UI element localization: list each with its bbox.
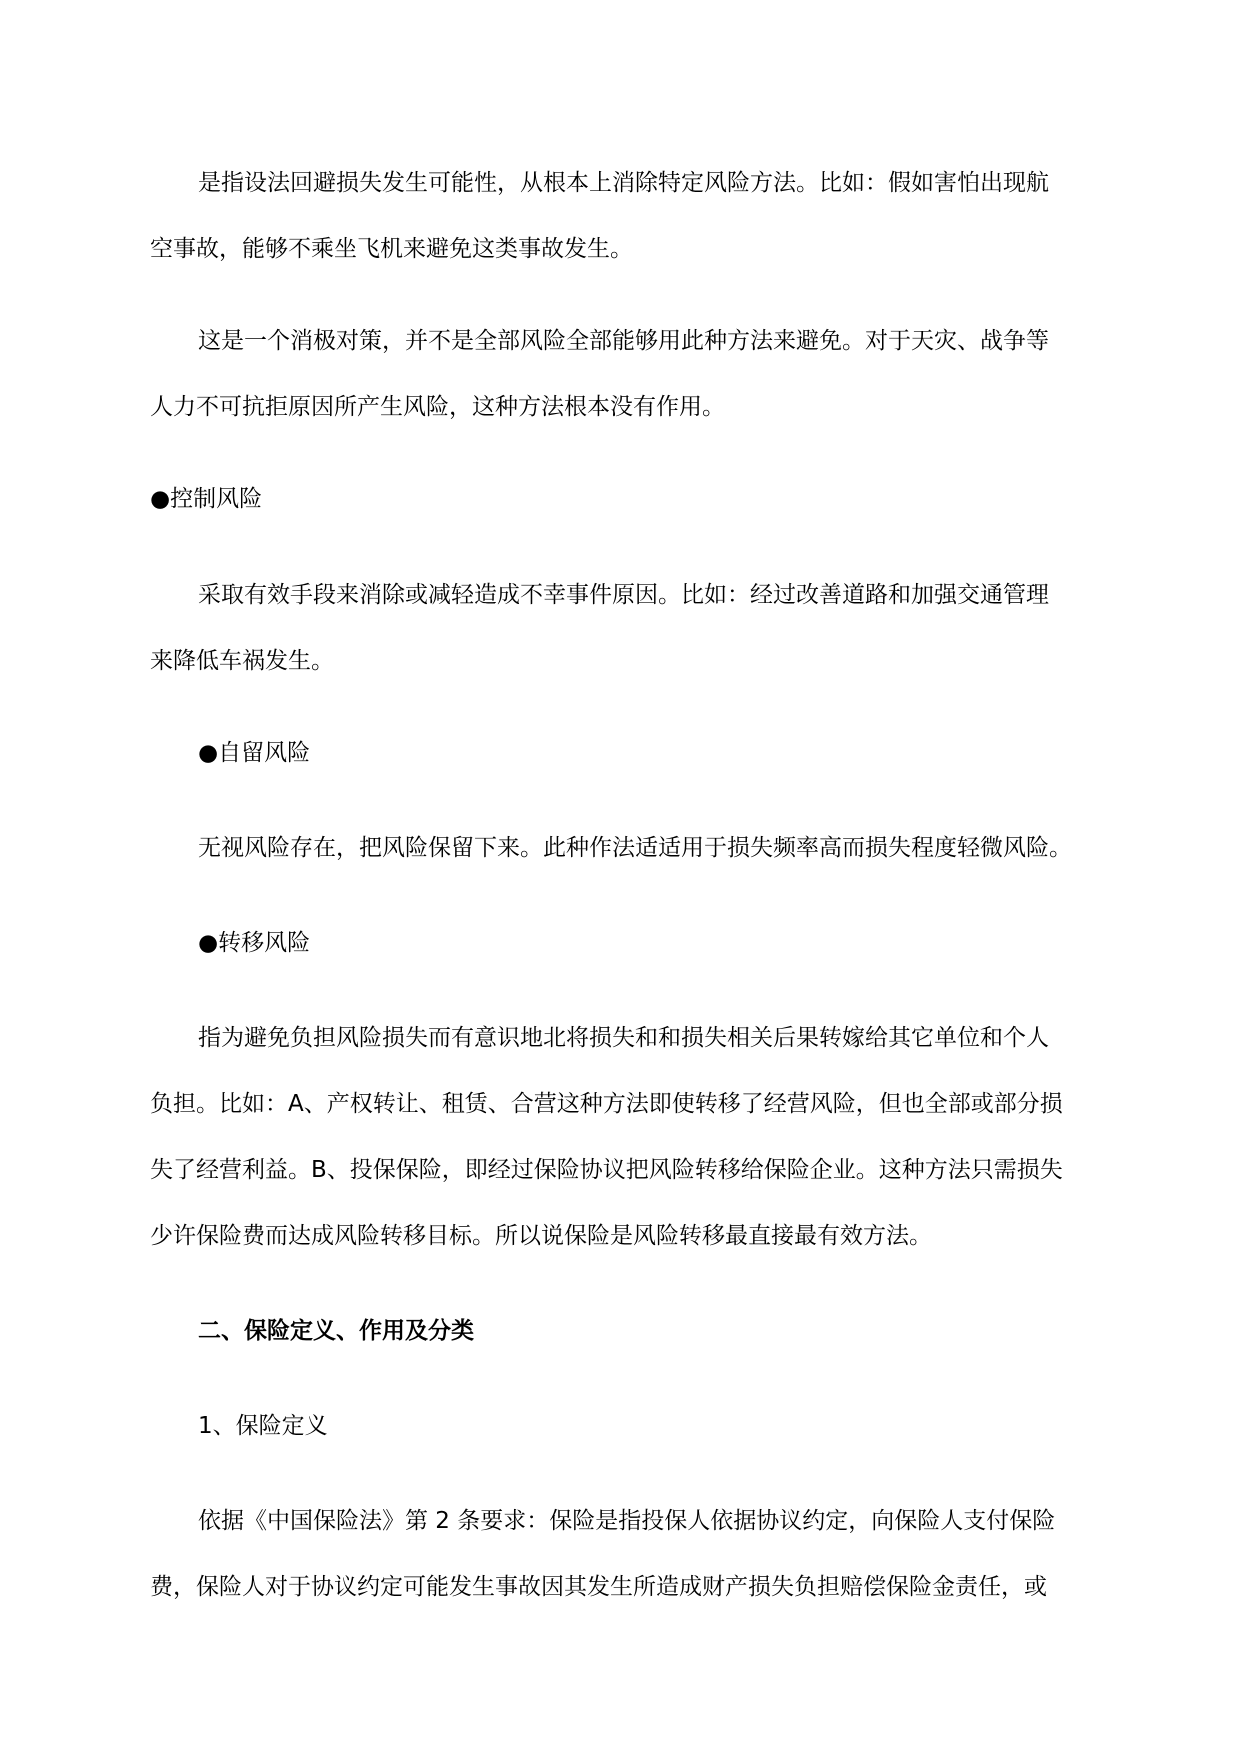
paragraph-line: 人力不可抗拒原因所产生风险，这种方法根本没有作用。 (150, 394, 725, 420)
section-heading (150, 1298, 1100, 1364)
section-title: 二、保险定义、作用及分类 (198, 1318, 474, 1344)
subsection-title: 1、保险定义 (198, 1413, 328, 1439)
paragraph-control-risk (150, 562, 1100, 694)
subheading (150, 1393, 1100, 1459)
paragraph-retain-risk (150, 815, 1100, 881)
bullet-transfer-risk (150, 910, 1100, 976)
bullet-retain-risk (150, 720, 1100, 786)
paragraph-line: 是指设法回避损失发生可能性，从根本上消除特定风险方法。比如：假如害怕出现航 (198, 170, 1049, 196)
paragraph-line: 无视风险存在，把风险保留下来。此种作法适适用于损失频率高而损失程度轻微风险。 (198, 835, 1072, 861)
bullet-control-risk (150, 466, 1100, 532)
paragraph-negative-strategy (150, 308, 1100, 440)
paragraph-insurance-definition (150, 1488, 1100, 1620)
paragraph-line: 采取有效手段来消除或减轻造成不幸事件原因。比如：经过改善道路和加强交通管理 (198, 582, 1049, 608)
bullet-heading: ●控制风险 (150, 486, 263, 512)
paragraph-line: 这是一个消极对策，并不是全部风险全部能够用此种方法来避免。对于天灾、战争等 (198, 328, 1049, 354)
paragraph-line: 来降低车祸发生。 (150, 648, 334, 674)
paragraph-line: 空事故，能够不乘坐飞机来避免这类事故发生。 (150, 236, 633, 262)
paragraph-line: 负担。比如：A、产权转让、租赁、合营这种方法即使转移了经营风险，但也全部或部分损 (150, 1091, 1063, 1117)
bullet-heading: ●自留风险 (198, 740, 311, 766)
paragraph-line: 依据《中国保险法》第 2 条要求：保险是指投保人依据协议约定，向保险人支付保险 (198, 1508, 1056, 1534)
paragraph-line: 少许保险费而达成风险转移目标。所以说保险是风险转移最直接最有效方法。 (150, 1223, 932, 1249)
paragraph-line: 费，保险人对于协议约定可能发生事故因其发生所造成财产损失负担赔偿保险金责任，或 (150, 1574, 1047, 1600)
paragraph-line: 失了经营利益。B、投保保险，即经过保险协议把风险转移给保险企业。这种方法只需损失 (150, 1157, 1063, 1183)
bullet-heading: ●转移风险 (198, 930, 311, 956)
paragraph-line: 指为避免负担风险损失而有意识地北将损失和和损失相关后果转嫁给其它单位和个人 (198, 1025, 1049, 1051)
paragraph-avoid-risk (150, 150, 1100, 282)
paragraph-transfer-risk (150, 1005, 1100, 1269)
